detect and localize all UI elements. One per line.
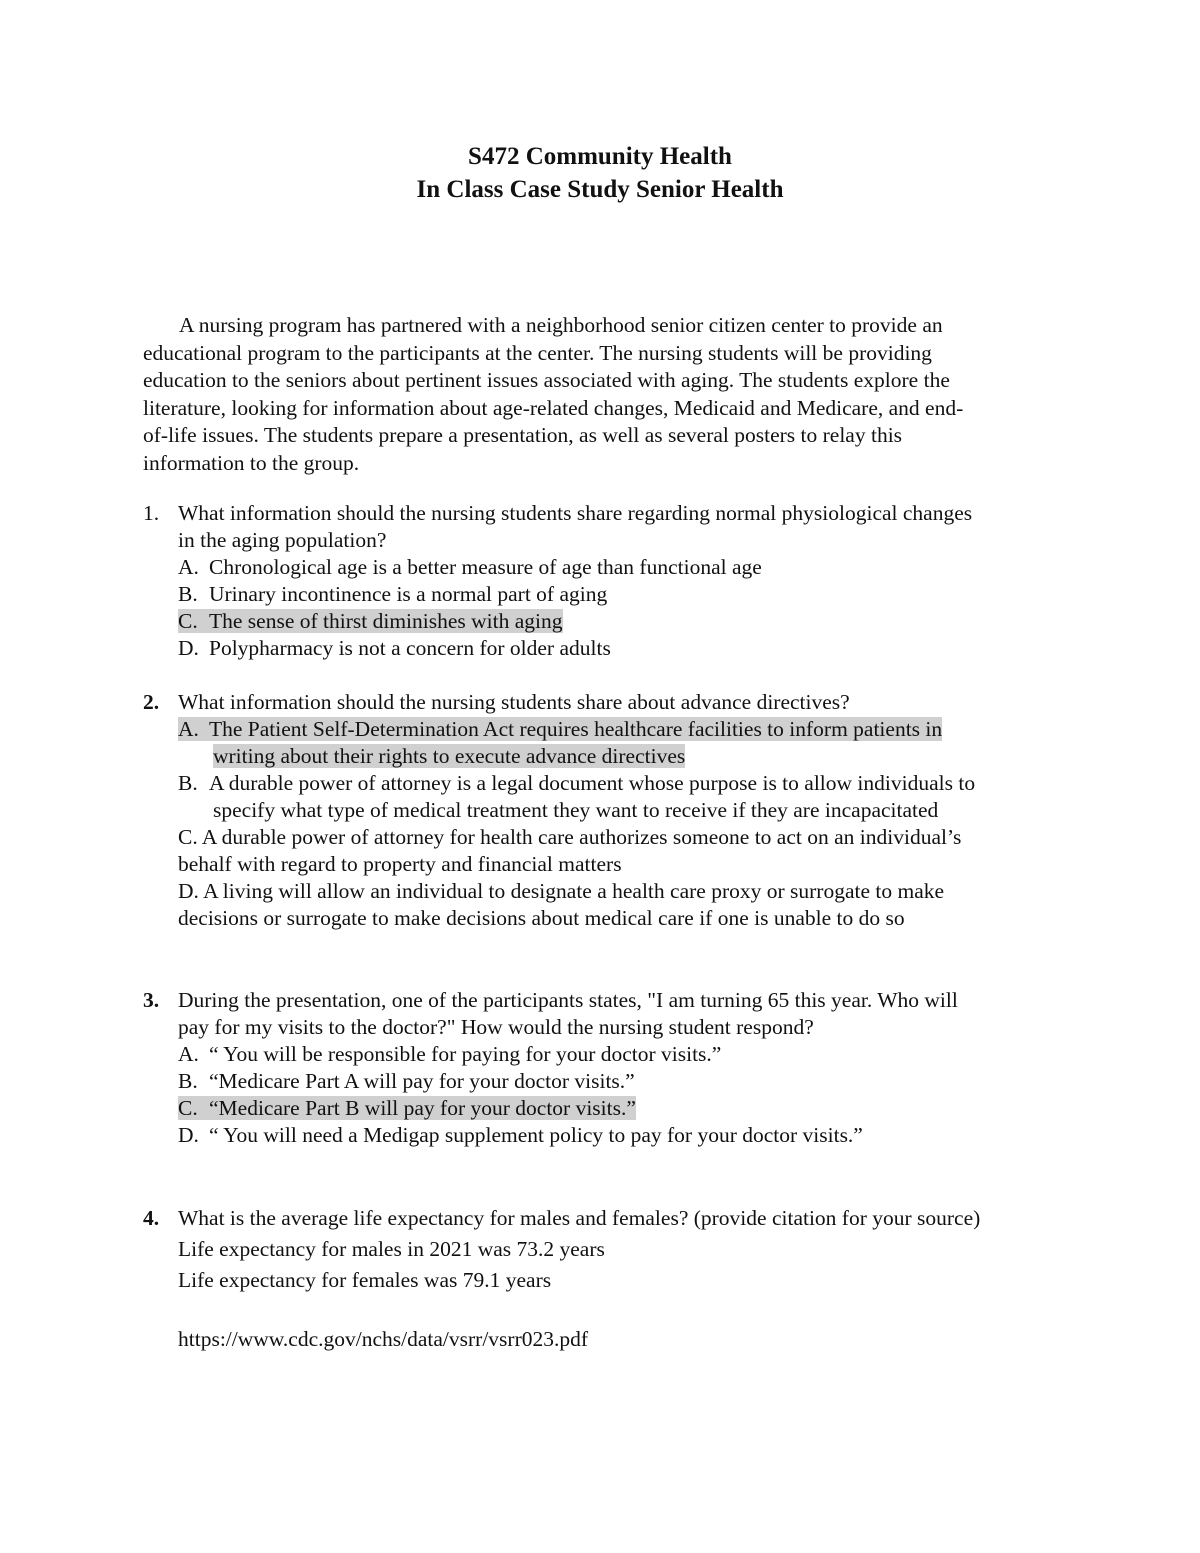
answer-option: B. A durable power of attorney is a legal document whose purpose is to allow individuals to: [178, 771, 976, 795]
question-number: 3.: [143, 988, 160, 1012]
answer-option: D. Polypharmacy is not a concern for older adults: [178, 636, 611, 660]
answer-option: A. “ You will be responsible for paying for your doctor visits.”: [178, 1042, 722, 1066]
question-3: [143, 987, 1103, 1149]
answer-option: D. A living will allow an individual to designate a health care proxy or surrogate to make: [178, 879, 945, 903]
intro-line: information to the group.: [143, 450, 360, 475]
question-text: in the aging population?: [178, 528, 387, 552]
question-number: 4.: [143, 1206, 160, 1230]
answer-highlight: C. The sense of thirst diminishes with aging: [178, 609, 563, 633]
question-2: [143, 689, 1103, 932]
question-text: What is the average life expectancy for males and females? (provide citation for your source): [178, 1206, 981, 1230]
intro-line: of-life issues. The students prepare a presentation, as well as several posters to relay this: [143, 423, 903, 447]
answer-text: Life expectancy for males in 2021 was 73.2 years: [178, 1237, 605, 1261]
question-text: pay for my visits to the doctor?" How would the nursing student respond?: [178, 1015, 814, 1039]
question-text: During the presentation, one of the participants states, "I am turning 65 this year. Who will: [178, 988, 958, 1012]
question-1: [143, 500, 1103, 662]
answer-option: B. “Medicare Part A will pay for your doctor visits.”: [178, 1069, 635, 1093]
answer-highlight: C. “Medicare Part B will pay for your doctor visits.”: [178, 1096, 636, 1120]
answer-highlight: A. The Patient Self-Determination Act requires healthcare facilities to inform patients in: [178, 717, 943, 741]
document-subtitle: In Class Case Study Senior Health: [416, 176, 784, 203]
document-title: S472 Community Health: [468, 143, 732, 170]
intro-line: educational program to the participants at the center. The nursing students will be providing: [143, 340, 932, 365]
answer-option: C. A durable power of attorney for health care authorizes someone to act on an individual’s: [178, 825, 962, 849]
question-4: [143, 1203, 1103, 1296]
intro-line: A nursing program has partnered with a neighborhood senior citizen center to provide an: [179, 313, 943, 337]
intro-paragraph: [143, 312, 1063, 477]
answer-option-selected: [143, 608, 1103, 635]
answer-option-continued: specify what type of medical treatment they want to receive if they are incapacitated: [213, 798, 939, 822]
intro-line: education to the seniors about pertinent issues associated with aging. The students explore the: [143, 368, 950, 392]
question-number: 1.: [143, 501, 160, 525]
question-number: 2.: [143, 690, 160, 714]
question-text: What information should the nursing students share regarding normal physiological changes: [178, 501, 973, 525]
answer-highlight: writing about their rights to execute advance directives: [213, 744, 686, 768]
answer-option-selected: [143, 716, 1103, 743]
answer-option-continued: decisions or surrogate to make decisions about medical care if one is unable to do so: [178, 906, 905, 930]
answer-option: D. “ You will need a Medigap supplement policy to pay for your doctor visits.”: [178, 1123, 863, 1147]
intro-line: literature, looking for information about age-related changes, Medicaid and Medicare, and end-: [143, 395, 964, 420]
answer-option-selected: [143, 1095, 1103, 1122]
citation-url: https://www.cdc.gov/nchs/data/vsrr/vsrr023.pdf: [178, 1327, 589, 1351]
answer-option-continued: behalf with regard to property and financial matters: [178, 852, 622, 876]
answer-text: Life expectancy for females was 79.1 years: [178, 1268, 552, 1292]
answer-option: A. Chronological age is a better measure of age than functional age: [178, 555, 762, 579]
answer-option: B. Urinary incontinence is a normal part of aging: [178, 582, 608, 606]
question-text: What information should the nursing students share about advance directives?: [178, 690, 850, 714]
